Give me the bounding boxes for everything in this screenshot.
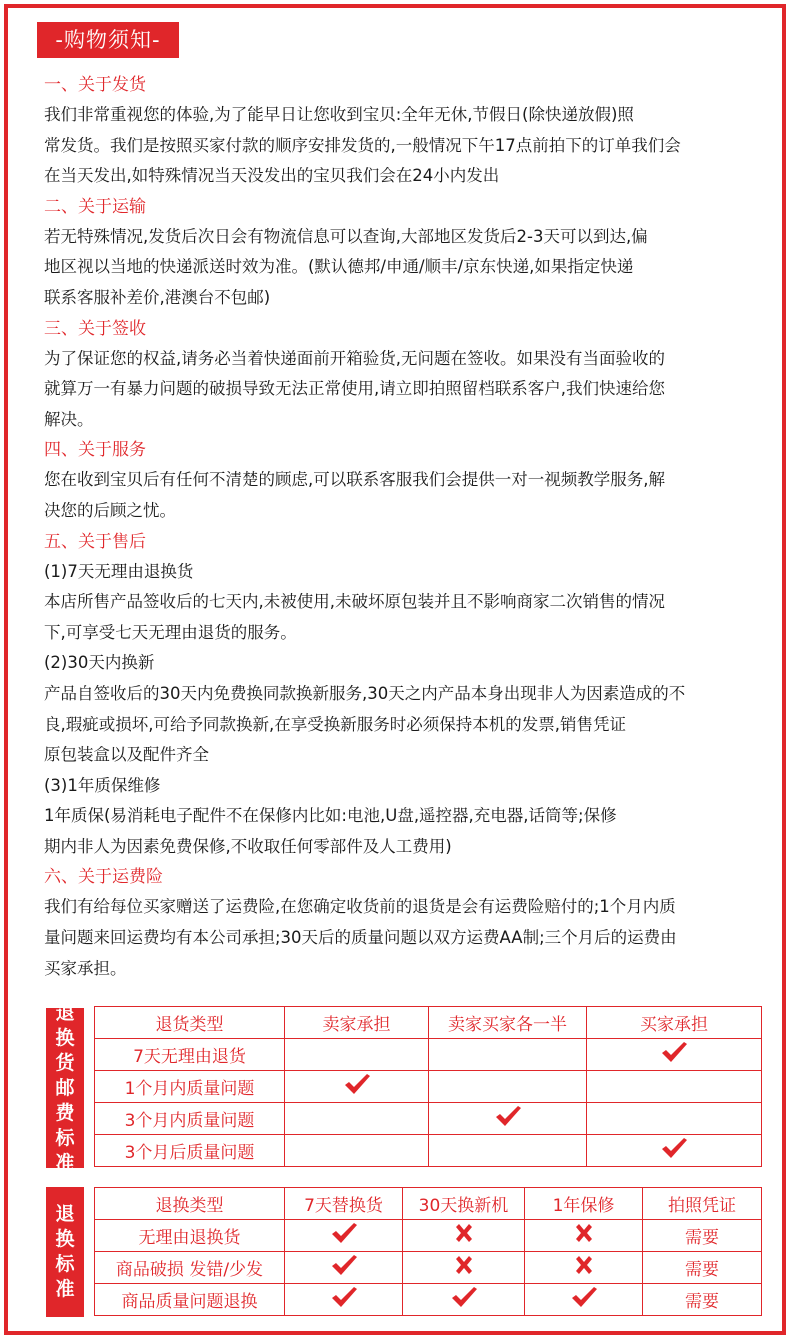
check-icon	[330, 1254, 358, 1276]
side-label-char: 准	[55, 1278, 75, 1300]
table-header-row	[95, 1007, 762, 1039]
mark-cell	[403, 1252, 525, 1284]
section-text-line: 决您的后顾之忧。	[44, 500, 176, 520]
cross-icon	[573, 1254, 595, 1276]
section-text-line: 就算万一有暴力问题的破损导致无法正常使用,请立即拍照留档联系客户,我们快速给您	[44, 379, 665, 399]
mark-cell	[285, 1135, 429, 1167]
postage-table	[94, 1006, 762, 1167]
table-row	[95, 1071, 762, 1103]
mark-cell	[285, 1252, 403, 1284]
cross-icon	[453, 1222, 475, 1244]
table-row	[95, 1103, 762, 1135]
section-heading: 二、关于运输	[44, 196, 146, 217]
section-text-line: 地区视以当地的快递派送时效为准。(默认德邦/申通/顺丰/京东快递,如果指定快递	[44, 257, 634, 277]
side-label-char: 邮	[55, 1076, 75, 1099]
section-text-line: 在当天发出,如特殊情况当天没发出的宝贝我们会在24小内发出	[44, 166, 500, 186]
section-text-line: 本店所售产品签收后的七天内,未被使用,未破坏原包装并且不影响商家二次销售的情况	[44, 592, 665, 612]
cross-icon	[453, 1254, 475, 1276]
table-header-cell: 退换类型	[95, 1188, 285, 1220]
section-text-line: 我们非常重视您的体验,为了能早日让您收到宝贝:全年无休,节假日(除快递放假)照	[44, 105, 634, 124]
table-row	[95, 1284, 762, 1316]
mark-cell	[587, 1071, 762, 1103]
table-row	[95, 1039, 762, 1071]
mark-cell	[403, 1220, 525, 1252]
side-label-char: 标	[55, 1253, 75, 1275]
check-icon	[330, 1222, 358, 1244]
section-text-line: 常发货。我们是按照买家付款的顺序安排发货的,一般情况下午17点前拍下的订单我们会	[44, 135, 681, 155]
notice-content	[44, 70, 764, 984]
proof-cell: 需要	[643, 1284, 762, 1316]
table-header-cell: 退货类型	[95, 1007, 285, 1039]
table-row	[95, 1135, 762, 1167]
table-header-cell: 卖家承担	[285, 1007, 429, 1039]
row-label: 3个月后质量问题	[95, 1135, 285, 1167]
row-label: 无理由退换货	[95, 1220, 285, 1252]
section-text-line: (2)30天内换新	[44, 653, 155, 673]
proof-cell: 需要	[643, 1252, 762, 1284]
check-icon	[330, 1286, 358, 1308]
side-label-char: 标	[55, 1126, 75, 1149]
section-text-line: 我们有给每位买家赠送了运费险,在您确定收货前的退货是会有运费险赔付的;1个月内质	[44, 897, 676, 917]
section-text-line: 解决。	[44, 409, 94, 429]
section-heading: 四、关于服务	[44, 440, 146, 461]
exchange-table	[94, 1187, 762, 1316]
mark-cell	[429, 1071, 587, 1103]
side-label-char: 费	[55, 1101, 75, 1124]
table-header-cell: 拍照凭证	[643, 1188, 762, 1220]
mark-cell	[285, 1284, 403, 1316]
mark-cell	[429, 1103, 587, 1135]
cross-icon	[573, 1222, 595, 1244]
section-text-line: 产品自签收后的30天内免费换同款换新服务,30天之内产品本身出现非人为因素造成的不	[44, 683, 686, 703]
table-row	[95, 1252, 762, 1284]
mark-cell	[285, 1071, 429, 1103]
section-text-line: 良,瑕疵或损坏,可给予同款换新,在享受换新服务时必须保持本机的发票,销售凭证	[44, 714, 626, 734]
mark-cell	[525, 1252, 643, 1284]
proof-cell: 需要	[643, 1220, 762, 1252]
mark-cell	[587, 1039, 762, 1071]
section-text-line: 1年质保(易消耗电子配件不在保修内比如:电池,U盘,遥控器,充电器,话筒等;保修	[44, 806, 617, 826]
check-icon	[660, 1041, 688, 1063]
section-text-line: 原包装盒以及配件齐全	[44, 745, 209, 765]
section-text-line: 联系客服补差价,港澳台不包邮)	[44, 287, 271, 307]
section-text-line: 为了保证您的权益,请务必当着快递面前开箱验货,无问题在签收。如果没有当面验收的	[44, 348, 665, 368]
table-row	[95, 1220, 762, 1252]
check-icon	[570, 1286, 598, 1308]
side-label-char: 准	[55, 1151, 75, 1174]
mark-cell	[525, 1220, 643, 1252]
table2-side-label	[46, 1187, 84, 1317]
mark-cell	[429, 1039, 587, 1071]
side-label-char: 换	[55, 1026, 75, 1049]
section-text-line: 下,可享受七天无理由退货的服务。	[44, 622, 297, 642]
side-label-char: 退	[55, 1001, 75, 1024]
side-label-char: 货	[55, 1051, 75, 1074]
table-header-cell: 卖家买家各一半	[429, 1007, 587, 1039]
section-text-line: 买家承担。	[44, 958, 127, 978]
page-title: -购物须知-	[37, 22, 179, 58]
mark-cell	[403, 1284, 525, 1316]
mark-cell	[285, 1039, 429, 1071]
section-text-line: 期内非人为因素免费保修,不收取任何零部件及人工费用)	[44, 836, 452, 856]
row-label: 1个月内质量问题	[95, 1071, 285, 1103]
side-label-char: 退	[55, 1203, 75, 1225]
section-text-line: (3)1年质保维修	[44, 775, 161, 795]
row-label: 商品质量问题退换	[95, 1284, 285, 1316]
section-heading: 五、关于售后	[44, 531, 146, 552]
check-icon	[660, 1137, 688, 1159]
table-header-cell: 30天换新机	[403, 1188, 525, 1220]
section-text-line: 量问题来回运费均有本公司承担;30天后的质量问题以双方运费AA制;三个月后的运费由	[44, 928, 677, 948]
side-label-char: 换	[55, 1228, 75, 1250]
mark-cell	[285, 1103, 429, 1135]
table-header-cell: 1年保修	[525, 1188, 643, 1220]
row-label: 3个月内质量问题	[95, 1103, 285, 1135]
table1-side-label	[46, 1001, 84, 1174]
section-heading: 一、关于发货	[44, 75, 146, 95]
check-icon	[450, 1286, 478, 1308]
section-text-line: (1)7天无理由退换货	[44, 561, 194, 581]
mark-cell	[587, 1135, 762, 1167]
row-label: 7天无理由退货	[95, 1039, 285, 1071]
section-text-line: 您在收到宝贝后有任何不清楚的顾虑,可以联系客服我们会提供一对一视频教学服务,解	[44, 470, 665, 490]
check-icon	[494, 1105, 522, 1127]
mark-cell	[525, 1284, 643, 1316]
check-icon	[343, 1073, 371, 1095]
mark-cell	[285, 1220, 403, 1252]
table-header-row	[95, 1188, 762, 1220]
row-label: 商品破损 发错/少发	[95, 1252, 285, 1284]
table-header-cell: 买家承担	[587, 1007, 762, 1039]
section-heading: 六、关于运费险	[44, 867, 163, 888]
mark-cell	[587, 1103, 762, 1135]
section-heading: 三、关于签收	[44, 318, 146, 339]
section-text-line: 若无特殊情况,发货后次日会有物流信息可以查询,大部地区发货后2-3天可以到达,偏	[44, 226, 648, 246]
mark-cell	[429, 1135, 587, 1167]
table-header-cell: 7天替换货	[285, 1188, 403, 1220]
